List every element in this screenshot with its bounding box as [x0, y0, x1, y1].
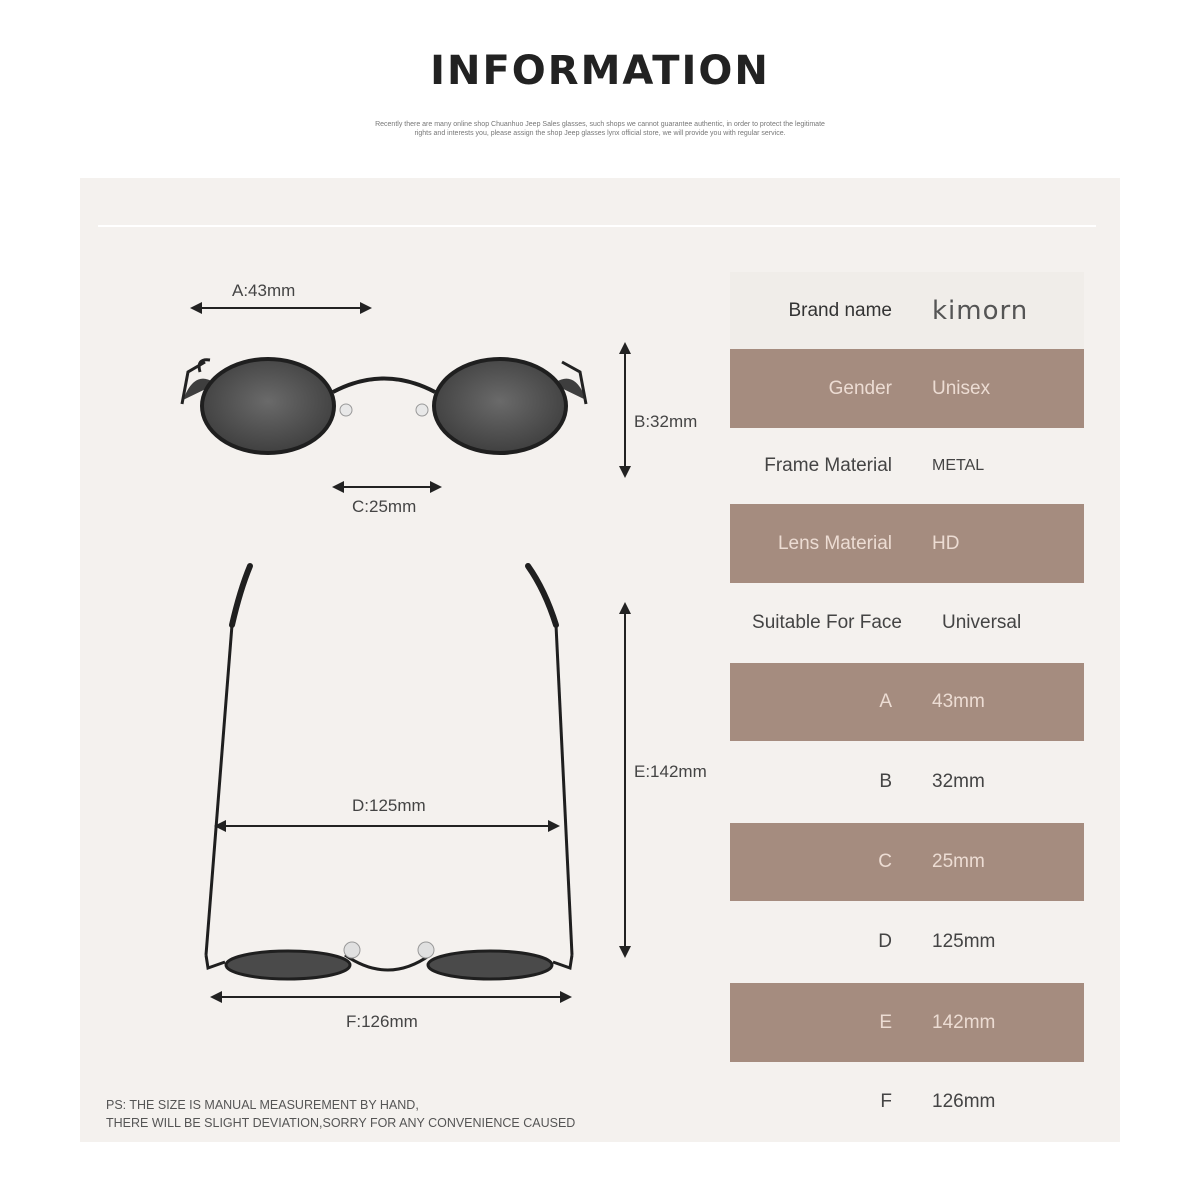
spec-key: Frame Material: [764, 455, 892, 476]
spec-key: D: [878, 931, 892, 952]
spec-value: 43mm: [932, 691, 985, 712]
spec-row-b: [730, 741, 1084, 823]
spec-row-d: [730, 901, 1084, 983]
brand-logo: kimorn: [932, 295, 1029, 326]
spec-value: 142mm: [932, 1011, 996, 1033]
glasses-front-icon: [182, 359, 586, 453]
spec-key: Suitable For Face: [752, 612, 902, 633]
dimension-e-label: E:142mm: [634, 762, 707, 781]
glasses-top-icon: [206, 566, 572, 979]
spec-value: 25mm: [932, 851, 985, 872]
spec-key: E: [879, 1011, 892, 1033]
dimension-b-label: B:32mm: [634, 412, 698, 431]
spec-key: Gender: [828, 377, 892, 399]
spec-key: C: [878, 851, 892, 872]
spec-row-c: [730, 823, 1084, 901]
spec-row-f: [730, 1062, 1084, 1141]
spec-value: Unisex: [932, 377, 991, 399]
page-title: INFORMATION: [430, 48, 770, 94]
spec-value: 32mm: [932, 771, 985, 792]
spec-row-a: [730, 663, 1084, 741]
spec-key: F: [880, 1090, 892, 1112]
spec-key: Lens Material: [777, 532, 892, 554]
note-line-2: THERE WILL BE SLIGHT DEVIATION,SORRY FOR ANY CONVENIENCE CAUSED: [106, 1116, 576, 1130]
spec-row-brand: [730, 272, 1084, 349]
spec-value: 125mm: [932, 931, 996, 952]
spec-value: Universal: [942, 612, 1022, 633]
spec-row-gender: [730, 349, 1084, 428]
spec-key: A: [879, 691, 892, 712]
spec-row-frame-material: [730, 428, 1084, 504]
spec-value: HD: [932, 532, 960, 554]
note-line-1: PS: THE SIZE IS MANUAL MEASUREMENT BY HAND,: [106, 1098, 419, 1112]
dimension-c-label: C:25mm: [352, 497, 417, 516]
spec-row-face: [730, 583, 1084, 663]
spec-row-e: [730, 983, 1084, 1062]
spec-value: 126mm: [932, 1090, 996, 1112]
dimension-a-label: A:43mm: [232, 281, 296, 300]
dimension-d-label: D:125mm: [352, 796, 426, 815]
spec-key: B: [879, 771, 892, 792]
spec-table: [730, 272, 1084, 1141]
spec-key: Brand name: [788, 299, 892, 321]
spec-row-lens-material: [730, 504, 1084, 583]
page-subtitle: Recently there are many online shop Chuanhuo Jeep Sales glasses, such shops we cannot guarantee authentic, in order to protect the legitimate rights and interests you, please assign the shop Jeep glasses lynx official store, we will provide you with regular service.: [375, 121, 825, 137]
spec-value: METAL: [932, 457, 985, 474]
measurement-note: [106, 1096, 575, 1132]
dimension-f-label: F:126mm: [346, 1012, 418, 1031]
